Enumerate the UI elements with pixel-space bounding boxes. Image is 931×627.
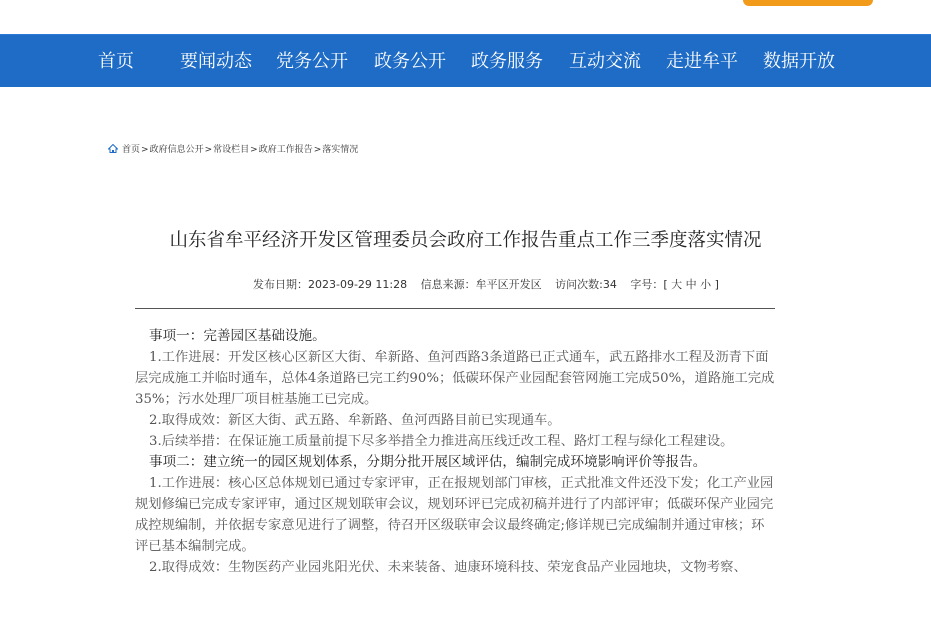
article-body xyxy=(135,326,775,578)
body-paragraph: 1.工作进展：开发区核心区新区大街、牟新路、鱼河西路3条道路已正式通车，武五路排水工程及沥青下面层完成施工并临时通车，总体4条道路已完工约90%；低碳环保产业园配套管网施工完成50%，道路施工完成35%；污水处理厂项目桩基施工已完成。 xyxy=(135,350,775,407)
breadcrumb-home[interactable]: 首页 xyxy=(122,145,141,155)
nav-item-news[interactable]: 要闻动态 xyxy=(180,51,252,72)
breadcrumb-separator: > xyxy=(204,145,213,155)
breadcrumb-work-report[interactable]: 政府工作报告 xyxy=(258,145,313,155)
home-icon xyxy=(108,144,118,153)
body-paragraph: 2.取得成效：生物医药产业园兆阳光伏、未来装备、迪康环境科技、荣宠食品产业园地块，文物考察、 xyxy=(149,560,747,575)
section-heading: 事项二：建立统一的园区规划体系，分期分批开展区域评估，编制完成环境影响评价等报告。 xyxy=(149,454,707,470)
breadcrumb-columns[interactable]: 常设栏目 xyxy=(213,145,250,155)
nav-item-home[interactable]: 首页 xyxy=(98,51,134,72)
breadcrumb-separator: > xyxy=(141,145,149,155)
publish-date: 发布日期：2023-09-29 11:28 xyxy=(253,278,408,291)
info-source: 信息来源：牟平区开发区 xyxy=(420,278,542,291)
body-paragraph: 3.后续举措：在保证施工质量前提下尽多举措全力推进高压线迁改工程、路灯工程与绿化工程建设。 xyxy=(149,434,734,449)
article-title: 山东省牟平经济开发区管理委员会政府工作报告重点工作三季度落实情况 xyxy=(169,230,762,251)
body-paragraph: 2.取得成效：新区大街、武五路、牟新路、鱼河西路目前已实现通车。 xyxy=(149,413,561,428)
article-meta xyxy=(253,276,729,292)
title-divider xyxy=(135,308,775,309)
visit-count: 访问次数:34 xyxy=(555,278,617,291)
main-nav xyxy=(0,34,931,87)
breadcrumb-gov-info[interactable]: 政府信息公开 xyxy=(149,145,204,155)
nav-item-muping[interactable]: 走进牟平 xyxy=(666,51,738,72)
section-heading: 事项一：完善园区基础设施。 xyxy=(149,328,326,344)
body-paragraph: 1.工作进展：核心区总体规划已通过专家评审，正在报规划部门审核，正式批准文件还没下发；化工产业园规划修编已完成专家评审，通过区规划联审会议，规划环评已完成初稿并进行了内部评审；低碳环保产业园完成控规编制，并依据专家意见进行了调整，待召开区级联审会议最终确定;修详规已完成编制并通过审核；环评已基本编制完成。 xyxy=(135,476,774,554)
nav-item-interaction[interactable]: 互动交流 xyxy=(569,51,641,72)
header-orange-button[interactable] xyxy=(743,0,873,6)
breadcrumb xyxy=(108,142,358,155)
top-header xyxy=(0,0,931,34)
nav-item-party[interactable]: 党务公开 xyxy=(276,51,348,72)
nav-item-gov-affairs[interactable]: 政务公开 xyxy=(374,51,446,72)
breadcrumb-separator: > xyxy=(313,145,322,155)
breadcrumb-separator: > xyxy=(250,145,258,155)
nav-item-open-data[interactable]: 数据开放 xyxy=(763,51,835,72)
font-size-label: 字号： xyxy=(630,278,664,291)
nav-item-services[interactable]: 政务服务 xyxy=(471,51,543,72)
breadcrumb-implementation[interactable]: 落实情况 xyxy=(322,145,359,155)
font-size-control[interactable]: [ 大 中 小 ] xyxy=(663,278,719,291)
